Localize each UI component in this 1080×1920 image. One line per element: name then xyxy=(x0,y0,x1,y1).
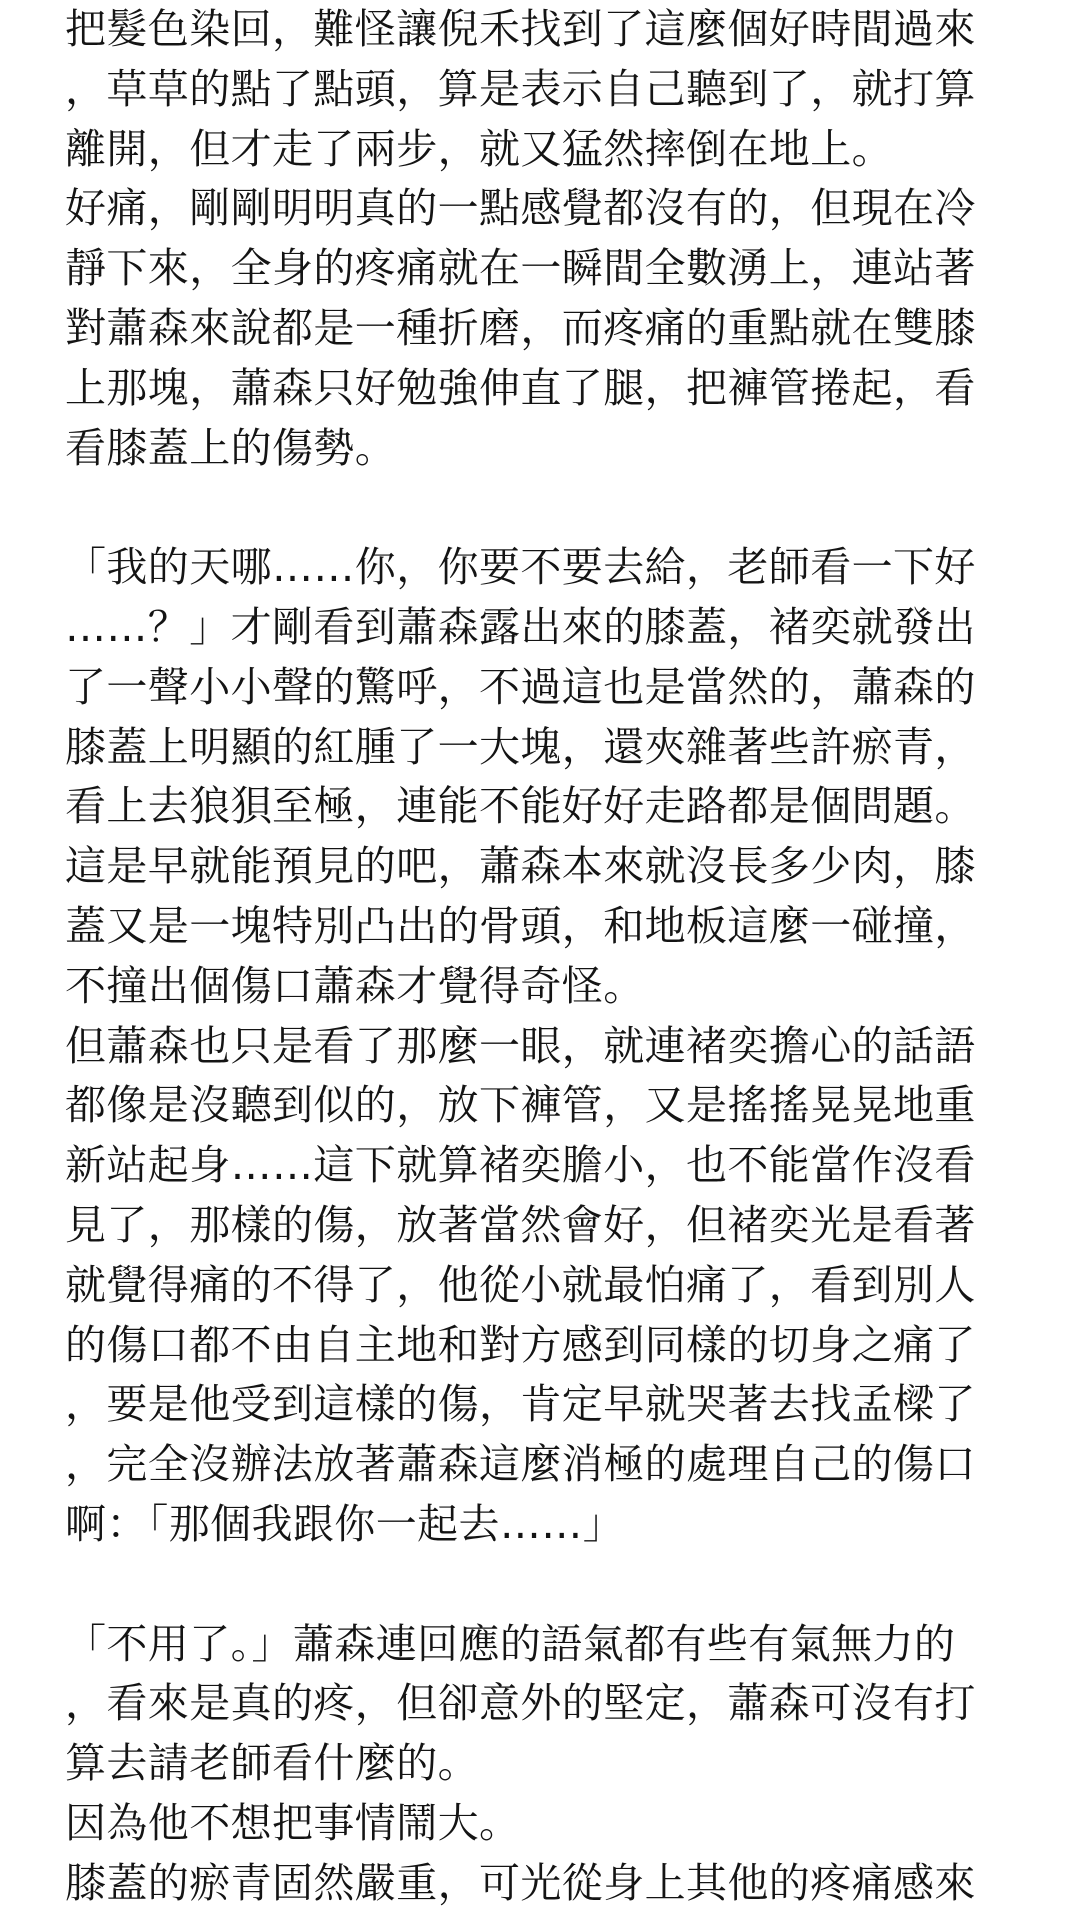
text-line: ，看來是真的疼，但卻意外的堅定，蕭森可沒有打 xyxy=(65,1679,976,1728)
text-line: 靜下來，全身的疼痛就在一瞬間全數湧上，連站著 xyxy=(65,244,976,293)
text-line: 都像是沒聽到似的，放下褲管，又是搖搖晃晃地重 xyxy=(65,1081,976,1130)
text-line: 算去請老師看什麼的。 xyxy=(65,1739,479,1788)
text-line: 新站起身……這下就算褚奕膽小，也不能當作沒看 xyxy=(65,1141,976,1190)
text-line: 見了，那樣的傷，放著當然會好，但褚奕光是看著 xyxy=(65,1200,976,1249)
text-line: 「我的天哪……你，你要不要去給，老師看一下好 xyxy=(65,543,976,592)
text-line: 的傷口都不由自主地和對方感到同樣的切身之痛了 xyxy=(65,1320,976,1369)
text-line: 「不用了。」蕭森連回應的語氣都有些有氣無力的 xyxy=(65,1619,956,1668)
text-line: 對蕭森來說都是一種折磨，而疼痛的重點就在雙膝 xyxy=(65,303,976,352)
text-line: 了一聲小小聲的驚呼，不過這也是當然的，蕭森的 xyxy=(65,662,976,711)
text-line: 膝蓋的瘀青固然嚴重，可光從身上其他的疼痛感來 xyxy=(65,1858,976,1907)
text-line: 看膝蓋上的傷勢。 xyxy=(65,423,397,472)
text-line: 啊：「那個我跟你一起去……」 xyxy=(65,1499,625,1548)
text-line: 上那塊，蕭森只好勉強伸直了腿，把褲管捲起，看 xyxy=(65,363,976,412)
text-line: 好痛，剛剛明明真的一點感覺都沒有的，但現在冷 xyxy=(65,184,976,233)
text-line: 因為他不想把事情鬧大。 xyxy=(65,1798,521,1847)
document-page xyxy=(65,0,1005,1920)
text-line: 不撞出個傷口蕭森才覺得奇怪。 xyxy=(65,961,645,1010)
text-line: 把髮色染回，難怪讓倪禾找到了這麼個好時間過來 xyxy=(65,5,976,53)
text-line: 這是早就能預見的吧，蕭森本來就沒長多少肉，膝 xyxy=(65,842,976,891)
text-line: 就覺得痛的不得了，他從小就最怕痛了，看到別人 xyxy=(65,1260,976,1309)
text-line: 但蕭森也只是看了那麼一眼，就連褚奕擔心的話語 xyxy=(65,1021,976,1070)
text-line: 看上去狼狽至極，連能不能好好走路都是個問題。 xyxy=(65,782,976,831)
paragraph-gap xyxy=(65,1555,1005,1615)
text-line: ，完全沒辦法放著蕭森這麼消極的處理自己的傷口 xyxy=(65,1440,976,1489)
text-line: 膝蓋上明顯的紅腫了一大塊，還夾雜著些許瘀青， xyxy=(65,722,976,771)
text-line: ，草草的點了點頭，算是表示自己聽到了，就打算 xyxy=(65,64,976,113)
text-line: 蓋又是一塊特別凸出的骨頭，和地板這麼一碰撞， xyxy=(65,901,976,950)
text-line: ……？」才剛看到蕭森露出來的膝蓋，褚奕就發出 xyxy=(65,602,976,651)
text-line: 離開，但才走了兩步，就又猛然摔倒在地上。 xyxy=(65,124,893,173)
paragraph-gap xyxy=(65,478,1005,538)
text-line: ，要是他受到這樣的傷，肯定早就哭著去找孟樑了 xyxy=(65,1380,976,1429)
